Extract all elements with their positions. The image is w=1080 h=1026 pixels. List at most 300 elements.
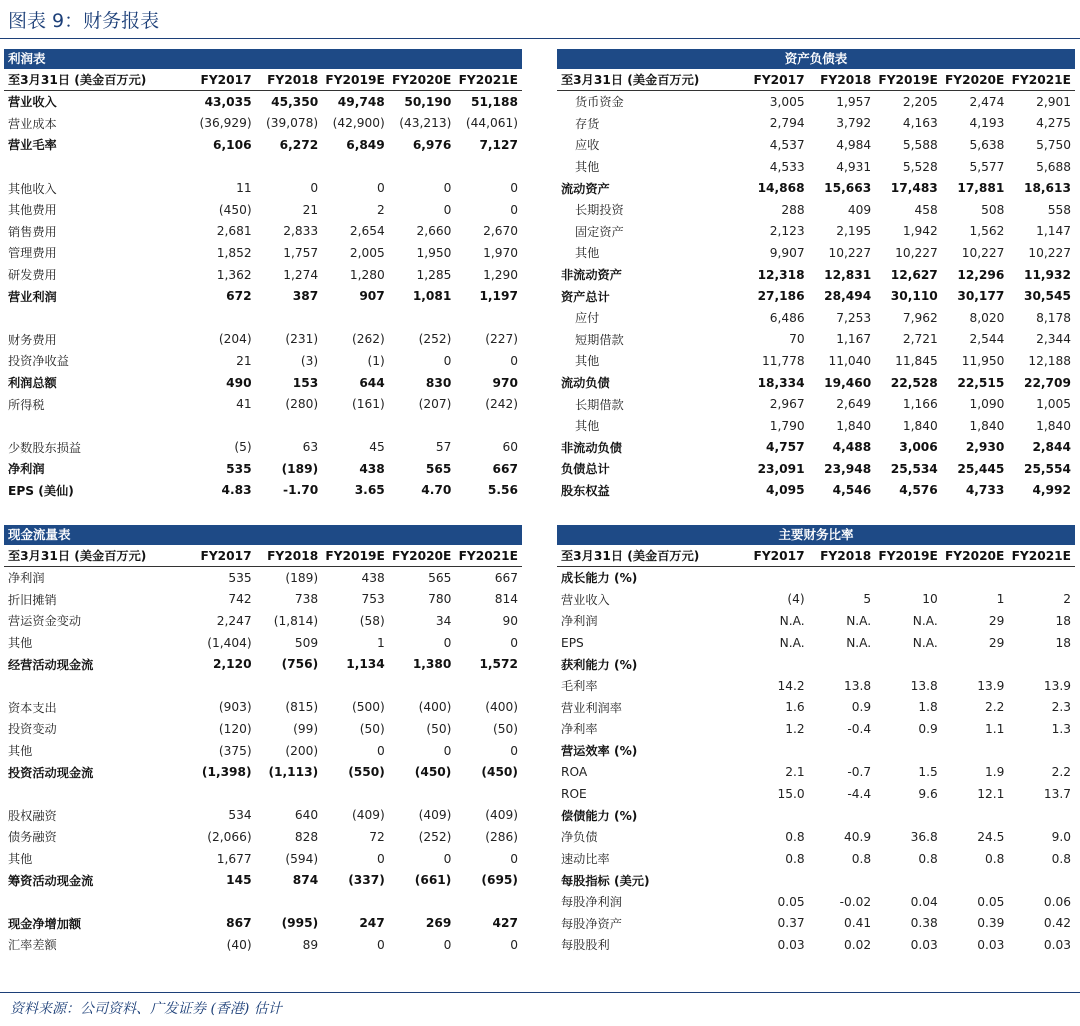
value-cell: 2.2 xyxy=(1051,765,1071,780)
value-cell: (1,404) xyxy=(207,635,252,650)
table-row xyxy=(4,177,522,199)
table-row xyxy=(4,242,522,264)
value-cell: 25,534 xyxy=(890,461,938,476)
row-label: 利润总额 xyxy=(8,376,57,391)
value-cell: (252) xyxy=(418,829,452,844)
value-cell: 1.9 xyxy=(984,765,1005,780)
row-label: 固定资产 xyxy=(575,224,624,239)
value-cell: 2,205 xyxy=(902,94,938,109)
value-cell: 0.04 xyxy=(910,894,938,909)
value-cell: 8,178 xyxy=(1036,310,1071,325)
value-cell: 2.1 xyxy=(785,765,805,780)
value-cell: (1) xyxy=(367,353,385,368)
row-label: 经营活动现金流 xyxy=(8,657,94,672)
table-row xyxy=(557,415,1075,437)
value-cell xyxy=(742,740,809,762)
row-label: 资本支出 xyxy=(8,700,57,715)
value-cell xyxy=(742,805,809,827)
value-cell: 1 xyxy=(377,635,385,650)
value-cell xyxy=(742,653,809,675)
value-cell: 0.8 xyxy=(785,851,805,866)
row-label: 净负债 xyxy=(561,830,598,845)
table-row xyxy=(557,199,1075,221)
value-cell: 387 xyxy=(292,289,319,304)
value-cell: 534 xyxy=(228,808,252,823)
value-cell: 2,660 xyxy=(416,224,452,239)
value-cell: 509 xyxy=(294,635,319,650)
value-cell: 4,931 xyxy=(836,159,872,174)
value-cell: 45 xyxy=(369,440,385,455)
value-cell: 4,163 xyxy=(902,116,938,131)
value-cell: 1,197 xyxy=(479,289,518,304)
value-cell: 9.0 xyxy=(1051,829,1071,844)
value-cell: 1,970 xyxy=(483,245,518,260)
table-row xyxy=(4,199,522,221)
value-cell: (204) xyxy=(218,332,252,347)
balance-sheet-table xyxy=(557,69,1075,501)
income-statement-table xyxy=(4,69,522,501)
header-year: FY2019E xyxy=(875,69,942,91)
value-cell: 11 xyxy=(236,181,252,196)
table-row xyxy=(4,891,522,913)
row-label: 管理费用 xyxy=(8,246,57,261)
value-cell: 753 xyxy=(361,592,385,607)
value-cell: (661) xyxy=(414,873,452,888)
value-cell: (815) xyxy=(285,700,319,715)
value-cell: 21 xyxy=(302,202,319,217)
value-cell: 1,380 xyxy=(412,657,452,672)
cash-flow-title: 现金流量表 xyxy=(4,525,522,545)
value-cell: 14.2 xyxy=(777,678,805,693)
table-row xyxy=(557,805,1075,827)
value-cell: (50) xyxy=(359,721,385,736)
row-label: 股权融资 xyxy=(8,808,57,823)
row-label: 营业收入 xyxy=(8,95,57,110)
table-row xyxy=(4,675,522,697)
table-row xyxy=(4,458,522,480)
table-row xyxy=(557,329,1075,351)
row-label: 营业毛率 xyxy=(8,138,57,153)
value-cell: 1,081 xyxy=(412,289,452,304)
value-cell: 1,134 xyxy=(346,657,385,672)
value-cell: 0 xyxy=(510,202,518,217)
value-cell: 5,688 xyxy=(1036,159,1071,174)
table-header-row xyxy=(557,69,1075,91)
value-cell: 438 xyxy=(361,570,385,585)
value-cell: (189) xyxy=(285,570,319,585)
value-cell: 0 xyxy=(443,937,452,952)
value-cell: 29 xyxy=(988,635,1005,650)
value-cell: 3,005 xyxy=(769,94,805,109)
header-period-label: 至3月31日 (美金百万元) xyxy=(557,69,742,91)
value-cell: 0.8 xyxy=(984,851,1005,866)
value-cell: 6,272 xyxy=(279,137,319,152)
value-cell: 565 xyxy=(428,570,452,585)
row-label: 长期借款 xyxy=(575,397,624,412)
table-row xyxy=(557,718,1075,740)
value-cell: N.A. xyxy=(779,635,805,650)
table-row xyxy=(4,285,522,307)
table-row xyxy=(557,134,1075,156)
table-row xyxy=(4,480,522,502)
table-row xyxy=(557,350,1075,372)
value-cell: (99) xyxy=(293,721,319,736)
value-cell: 1,167 xyxy=(836,332,872,347)
row-label: 短期借款 xyxy=(575,332,624,347)
table-row xyxy=(557,891,1075,913)
table-row xyxy=(557,177,1075,199)
value-cell: 2,120 xyxy=(213,657,252,672)
value-cell: 10,227 xyxy=(895,245,938,260)
value-cell: 8,020 xyxy=(969,310,1005,325)
table-row xyxy=(4,913,522,935)
table-row xyxy=(4,329,522,351)
header-year: FY2021E xyxy=(455,545,522,567)
header-year: FY2018 xyxy=(809,545,876,567)
value-cell: 2,794 xyxy=(769,116,805,131)
value-cell: 13.9 xyxy=(1043,678,1071,693)
value-cell: 25,554 xyxy=(1023,461,1071,476)
value-cell: 9.6 xyxy=(918,786,938,801)
value-cell: 907 xyxy=(359,289,385,304)
value-cell: (375) xyxy=(218,743,252,758)
value-cell: 780 xyxy=(428,592,452,607)
value-cell: 1,166 xyxy=(902,397,938,412)
value-cell: 5 xyxy=(863,592,872,607)
spacer-cell xyxy=(4,783,522,805)
value-cell: 640 xyxy=(294,808,319,823)
value-cell: 1.1 xyxy=(984,721,1005,736)
value-cell: 0 xyxy=(377,743,385,758)
row-label: 净利润 xyxy=(8,462,45,477)
table-row xyxy=(4,589,522,611)
value-cell: 89 xyxy=(302,937,319,952)
value-cell: (3) xyxy=(300,353,319,368)
value-cell: (286) xyxy=(485,829,518,844)
value-cell: 644 xyxy=(359,375,385,390)
table-row xyxy=(4,783,522,805)
value-cell: (594) xyxy=(285,851,319,866)
row-label: 长期投资 xyxy=(575,203,624,218)
value-cell: 7,253 xyxy=(836,310,872,325)
row-label: 少数股东损益 xyxy=(8,440,82,455)
row-label: 每股净资产 xyxy=(561,916,622,931)
row-label: 现金净增加额 xyxy=(8,916,82,931)
table-row xyxy=(557,783,1075,805)
value-cell: 11,040 xyxy=(828,353,872,368)
value-cell: 0.38 xyxy=(910,916,938,931)
value-cell: 10 xyxy=(922,592,938,607)
value-cell: 25,445 xyxy=(957,461,1005,476)
value-cell: 1,677 xyxy=(216,851,252,866)
value-cell: N.A. xyxy=(912,635,938,650)
value-cell: 1.2 xyxy=(785,721,805,736)
row-label: 其他费用 xyxy=(8,203,57,218)
value-cell: 2,649 xyxy=(836,397,872,412)
spacer-cell xyxy=(4,156,522,178)
row-label: 其他收入 xyxy=(8,181,57,196)
value-cell: 11,845 xyxy=(895,353,938,368)
financial-ratios-panel xyxy=(557,525,1075,956)
value-cell: 4,992 xyxy=(1032,483,1071,498)
row-label: 流动资产 xyxy=(561,181,610,196)
table-row xyxy=(557,697,1075,719)
value-cell: 6,486 xyxy=(769,310,805,325)
table-row xyxy=(557,372,1075,394)
value-cell: 0 xyxy=(443,851,452,866)
value-cell: 145 xyxy=(226,873,252,888)
value-cell: (1,814) xyxy=(273,613,319,628)
value-cell: 2,833 xyxy=(283,224,319,239)
value-cell: (4) xyxy=(787,592,805,607)
row-label: 成长能力 (%) xyxy=(561,571,638,586)
header-period-label: 至3月31日 (美金百万元) xyxy=(4,545,189,567)
value-cell: 0.03 xyxy=(777,937,805,952)
row-label: 其他 xyxy=(575,419,600,434)
value-cell: -0.4 xyxy=(847,721,872,736)
value-cell: 13.7 xyxy=(1043,786,1071,801)
value-cell: 2,721 xyxy=(902,332,938,347)
value-cell: 0.06 xyxy=(1043,894,1071,909)
value-cell: 1,147 xyxy=(1036,224,1071,239)
value-cell: 24.5 xyxy=(977,829,1005,844)
value-cell: 17,881 xyxy=(957,181,1005,196)
value-cell: 6,976 xyxy=(412,137,452,152)
value-cell: (2,066) xyxy=(207,829,252,844)
value-cell: 4,275 xyxy=(1036,116,1071,131)
value-cell xyxy=(742,869,809,891)
value-cell: 672 xyxy=(226,289,252,304)
value-cell: 0.41 xyxy=(844,916,872,931)
value-cell: (409) xyxy=(485,808,518,823)
value-cell: 40.9 xyxy=(844,829,872,844)
value-cell: 2.3 xyxy=(1051,700,1071,715)
value-cell: 18,334 xyxy=(757,375,805,390)
value-cell xyxy=(809,653,876,675)
header-year: FY2018 xyxy=(256,545,323,567)
value-cell: 19,460 xyxy=(824,375,872,390)
table-row xyxy=(557,264,1075,286)
value-cell: 45,350 xyxy=(271,94,319,109)
value-cell xyxy=(809,869,876,891)
value-cell: 12,627 xyxy=(890,267,938,282)
header-year: FY2020E xyxy=(942,545,1009,567)
cash-flow-table xyxy=(4,545,522,956)
value-cell: 0.8 xyxy=(785,829,805,844)
value-cell: 23,948 xyxy=(824,461,872,476)
value-cell: N.A. xyxy=(846,635,872,650)
row-label: 债务融资 xyxy=(8,830,57,845)
value-cell: 1,572 xyxy=(479,657,518,672)
value-cell: 2,005 xyxy=(349,245,385,260)
value-cell: 667 xyxy=(494,570,518,585)
header-year: FY2019E xyxy=(875,545,942,567)
figure-title: 图表 9：财务报表 xyxy=(8,10,160,32)
spacer-cell xyxy=(4,675,522,697)
table-header-row xyxy=(4,545,522,567)
value-cell: 2.2 xyxy=(984,700,1005,715)
value-cell: 11,950 xyxy=(961,353,1005,368)
value-cell xyxy=(742,567,809,589)
value-cell: 667 xyxy=(492,461,518,476)
value-cell: 14,868 xyxy=(757,181,805,196)
balance-sheet-panel xyxy=(557,49,1075,501)
value-cell: 1,790 xyxy=(769,418,805,433)
value-cell: N.A. xyxy=(779,613,805,628)
header-period-label: 至3月31日 (美金百万元) xyxy=(557,545,742,567)
value-cell: 814 xyxy=(494,592,518,607)
value-cell: 6,106 xyxy=(213,137,252,152)
row-label: 筹资活动现金流 xyxy=(8,873,94,888)
value-cell: 23,091 xyxy=(757,461,805,476)
value-cell: (50) xyxy=(492,721,518,736)
value-cell: 0.02 xyxy=(844,937,872,952)
value-cell: (189) xyxy=(281,461,319,476)
table-header-row xyxy=(4,69,522,91)
value-cell: 2,670 xyxy=(483,224,518,239)
value-cell: (280) xyxy=(285,397,319,412)
table-row xyxy=(557,156,1075,178)
value-cell: (409) xyxy=(418,808,452,823)
value-cell: 5,577 xyxy=(969,159,1005,174)
row-label: 存货 xyxy=(575,116,600,131)
value-cell: 4.70 xyxy=(421,483,452,498)
value-cell: 0 xyxy=(510,937,518,952)
value-cell: 2 xyxy=(1063,592,1071,607)
value-cell: 12,831 xyxy=(824,267,872,282)
row-label: 偿债能力 (%) xyxy=(561,808,638,823)
row-label: 其他 xyxy=(8,636,33,651)
value-cell: (1,398) xyxy=(201,765,252,780)
value-cell: (409) xyxy=(352,808,385,823)
value-cell: 12,188 xyxy=(1028,353,1071,368)
table-row xyxy=(4,697,522,719)
value-cell: 5,528 xyxy=(902,159,938,174)
value-cell: 558 xyxy=(1047,202,1071,217)
table-row xyxy=(557,458,1075,480)
value-cell: 0 xyxy=(377,851,385,866)
value-cell: 15,663 xyxy=(824,181,872,196)
table-row xyxy=(4,221,522,243)
value-cell: (39,078) xyxy=(266,116,319,131)
value-cell: (400) xyxy=(418,700,452,715)
value-cell: 12,296 xyxy=(957,267,1005,282)
value-cell: (44,061) xyxy=(465,116,518,131)
row-label: 每股股利 xyxy=(561,938,610,953)
value-cell: 11,778 xyxy=(761,353,805,368)
row-label: 折旧摊销 xyxy=(8,592,57,607)
table-row xyxy=(4,91,522,113)
value-cell: 2,681 xyxy=(216,224,252,239)
value-cell: 5,588 xyxy=(902,137,938,152)
value-cell xyxy=(809,805,876,827)
value-cell: 0.05 xyxy=(777,894,805,909)
table-row xyxy=(557,242,1075,264)
header-year: FY2021E xyxy=(455,69,522,91)
row-label: 非流动资产 xyxy=(561,268,622,283)
value-cell: 269 xyxy=(425,916,452,931)
value-cell: (227) xyxy=(485,332,518,347)
row-label: 投资变动 xyxy=(8,722,57,737)
spacer-cell xyxy=(4,307,522,329)
value-cell: 1,005 xyxy=(1036,397,1071,412)
table-row xyxy=(557,113,1075,135)
value-cell: 0 xyxy=(510,851,518,866)
value-cell xyxy=(942,869,1009,891)
table-row xyxy=(557,848,1075,870)
value-cell: 4,546 xyxy=(832,483,872,498)
row-label: 流动负债 xyxy=(561,376,610,391)
value-cell: 43,035 xyxy=(204,94,252,109)
value-cell: (337) xyxy=(348,873,385,888)
value-cell xyxy=(875,805,942,827)
table-row xyxy=(4,567,522,589)
value-cell: 1,090 xyxy=(969,397,1005,412)
value-cell xyxy=(1008,869,1075,891)
header-year: FY2020E xyxy=(942,69,1009,91)
row-label: 资产总计 xyxy=(561,289,610,304)
table-row xyxy=(557,91,1075,113)
value-cell: -1.70 xyxy=(283,483,319,498)
value-cell: 535 xyxy=(228,570,252,585)
value-cell: 1,280 xyxy=(349,267,385,282)
financial-ratios-title: 主要财务比率 xyxy=(557,525,1075,545)
value-cell: (40) xyxy=(226,937,252,952)
value-cell: 1,290 xyxy=(483,267,518,282)
value-cell: 22,515 xyxy=(957,375,1005,390)
value-cell: (550) xyxy=(348,765,385,780)
value-cell: 0 xyxy=(443,635,452,650)
value-cell: (161) xyxy=(352,397,385,412)
table-row xyxy=(557,761,1075,783)
spacer-cell xyxy=(4,415,522,437)
row-label: 货币资金 xyxy=(575,95,624,110)
value-cell: 41 xyxy=(236,397,252,412)
value-cell: (5) xyxy=(234,440,252,455)
income-statement-title: 利润表 xyxy=(4,49,522,69)
value-cell: (42,900) xyxy=(332,116,385,131)
balance-sheet-title: 资产负债表 xyxy=(557,49,1075,69)
value-cell: (262) xyxy=(352,332,385,347)
value-cell: 0.05 xyxy=(977,894,1005,909)
row-label: 财务费用 xyxy=(8,332,57,347)
row-label: 销售费用 xyxy=(8,224,57,239)
value-cell: 4,733 xyxy=(965,483,1005,498)
value-cell: (756) xyxy=(281,657,319,672)
value-cell: 13.8 xyxy=(910,678,938,693)
value-cell: 1,950 xyxy=(416,245,452,260)
value-cell: 30,110 xyxy=(890,289,938,304)
table-row xyxy=(557,480,1075,502)
income-statement-panel xyxy=(4,49,522,501)
bottom-divider xyxy=(0,992,1080,993)
table-row xyxy=(4,156,522,178)
value-cell: 17,483 xyxy=(890,181,938,196)
value-cell xyxy=(942,805,1009,827)
value-cell: (58) xyxy=(359,613,385,628)
value-cell xyxy=(1008,740,1075,762)
value-cell: 3.65 xyxy=(354,483,385,498)
header-year: FY2017 xyxy=(742,69,809,91)
value-cell: 4,488 xyxy=(832,440,872,455)
value-cell: 5,638 xyxy=(969,137,1005,152)
row-label: 其他 xyxy=(8,852,33,867)
table-row xyxy=(4,134,522,156)
value-cell: (1,113) xyxy=(268,765,319,780)
value-cell: 288 xyxy=(781,202,805,217)
value-cell: 438 xyxy=(359,461,385,476)
value-cell xyxy=(875,567,942,589)
